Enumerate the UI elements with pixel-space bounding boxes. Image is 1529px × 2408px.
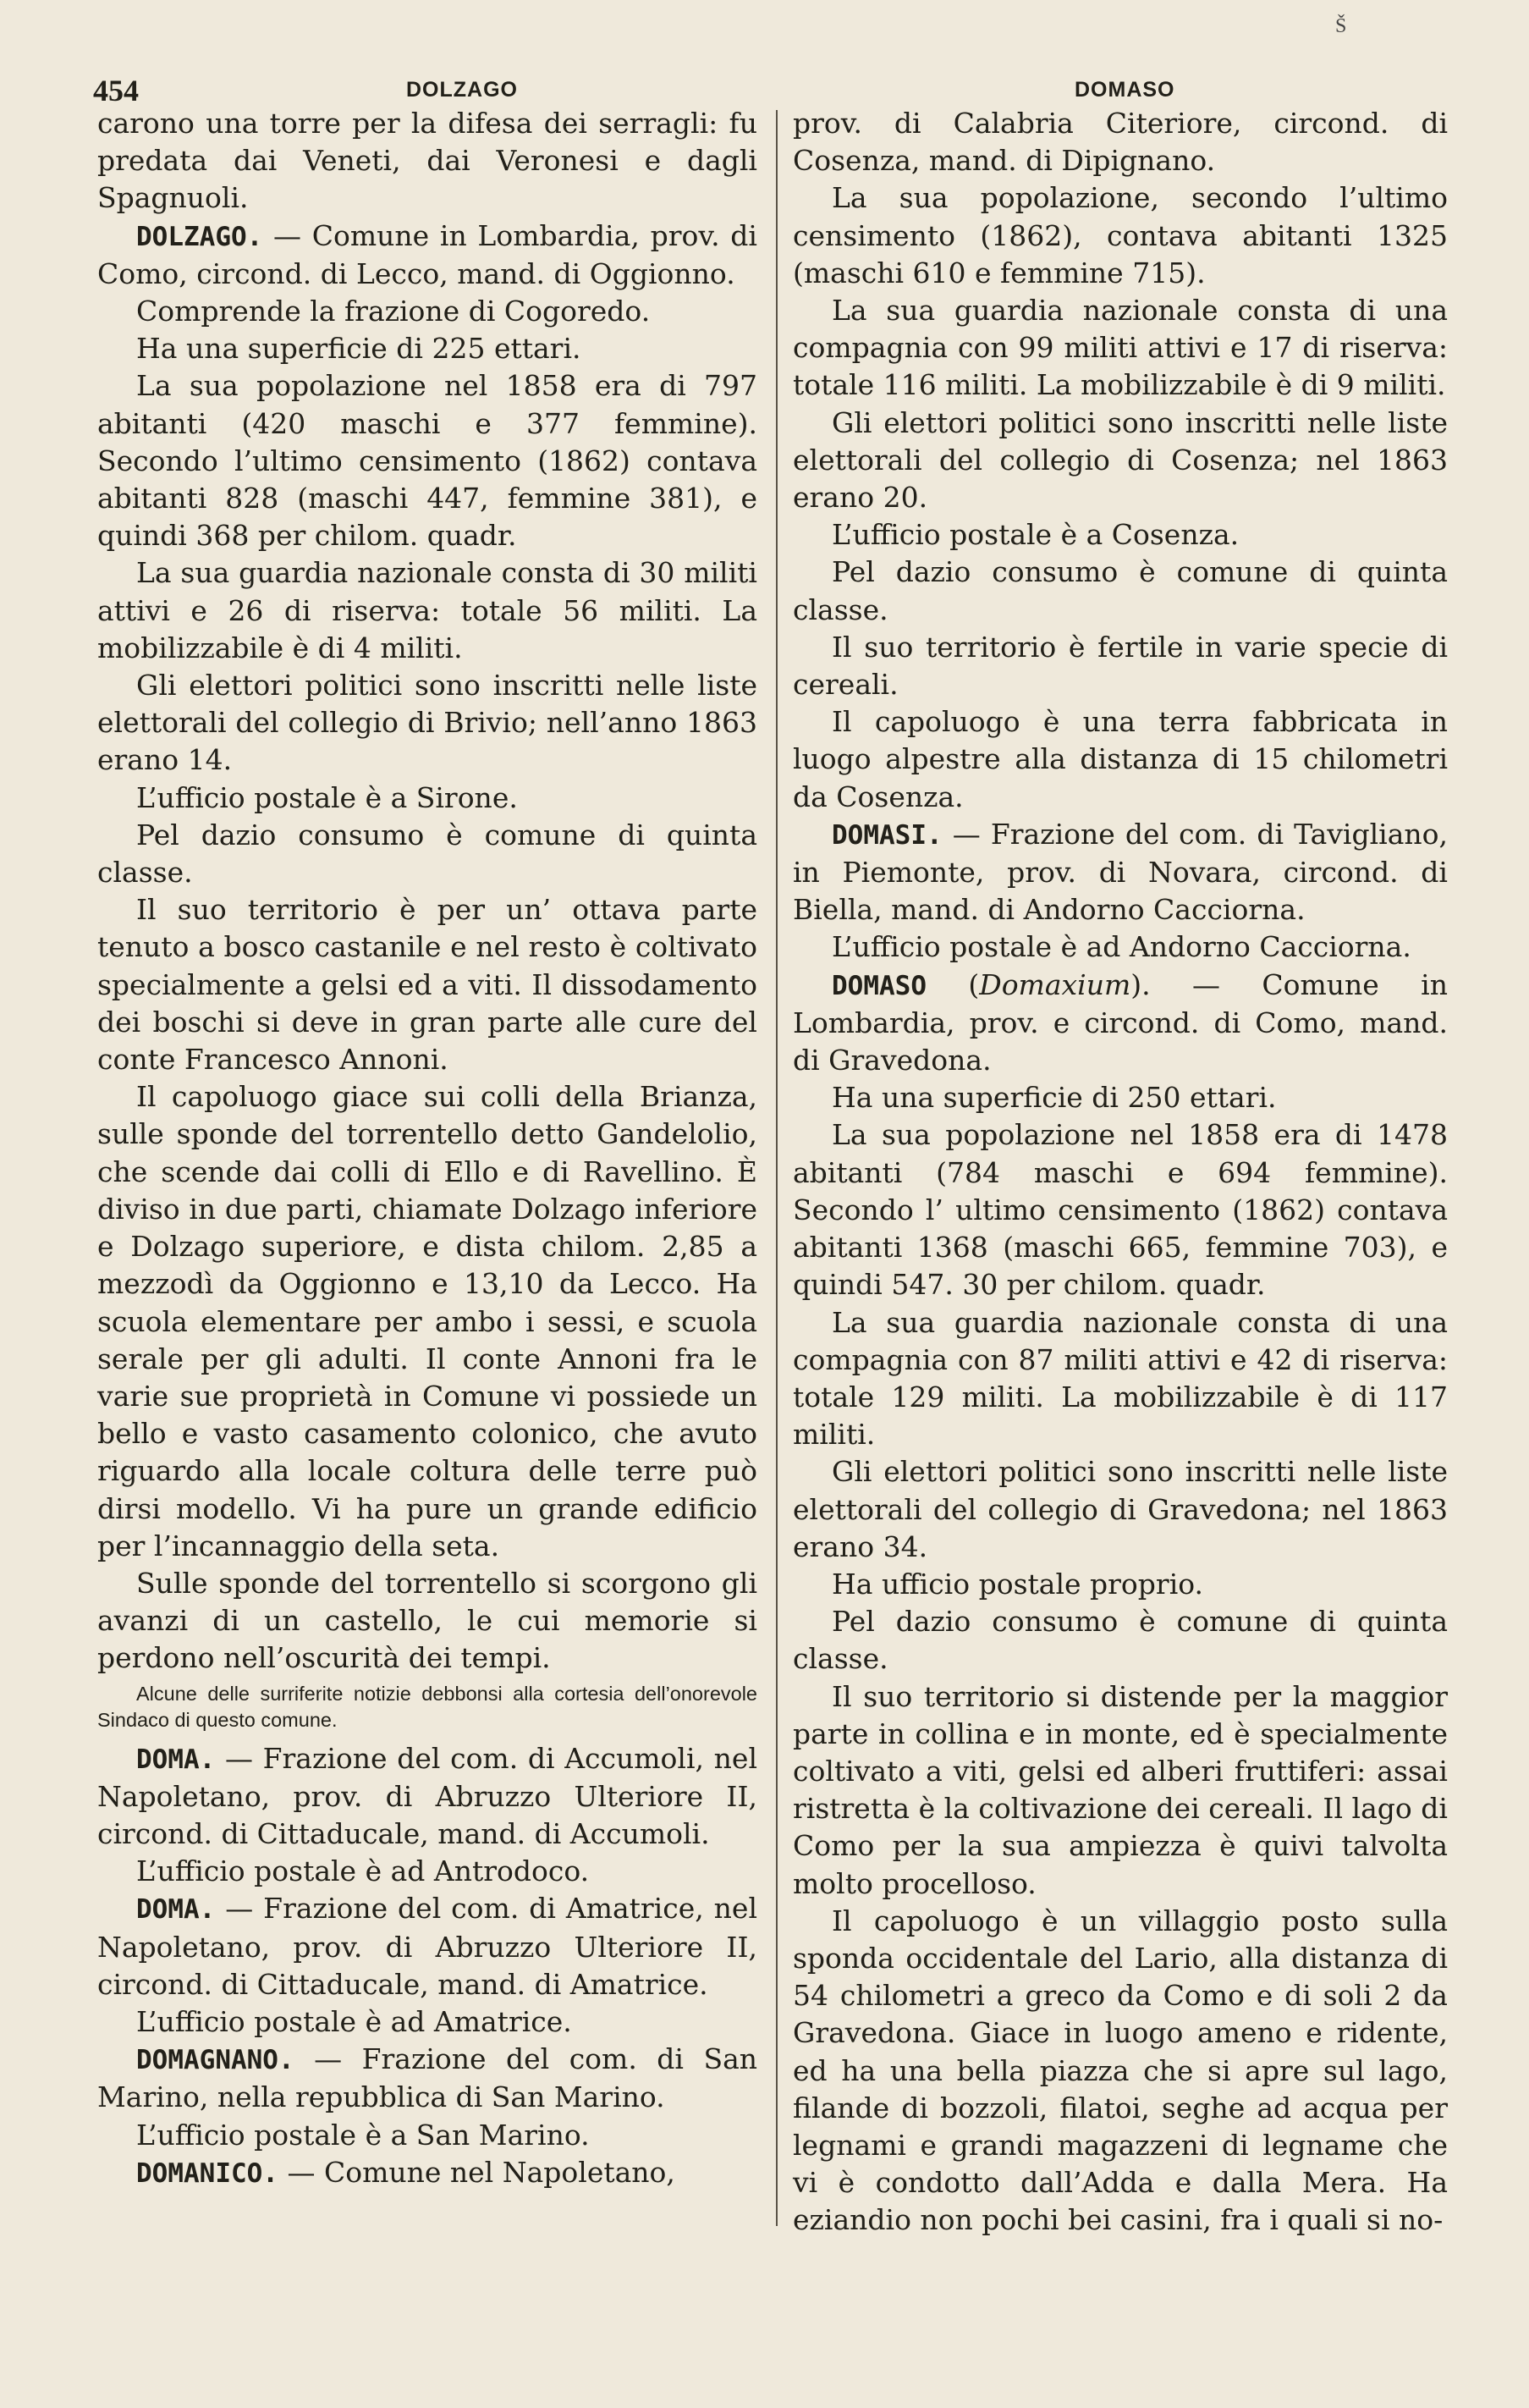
entry-dolzago — [97, 218, 757, 293]
paragraph: Pel dazio consumo è comune di quinta classe. — [793, 555, 1448, 626]
entry-heading: DOMASO — [832, 970, 927, 1001]
paragraph: L’ufficio postale è ad Andorno Cacciorna. — [832, 930, 1411, 964]
paragraph: L’ufficio postale è a Cosenza. — [832, 518, 1240, 552]
entry-text: — Frazione del com. di San Marino, nella repubblica di San Marino. — [97, 2042, 757, 2114]
running-head-right: DOMASO — [1075, 78, 1175, 102]
entry-domanico — [97, 2154, 757, 2192]
entry-heading: DOLZAGO. — [136, 221, 263, 252]
paragraph: La sua popolazione nel 1858 era di 1478 abitanti (784 maschi e 694 femmine). Secondo l’ ultimo censimento (1862) contava abitanti 1368 (maschi 665, femmine 703), e quindi 547. 30 per chilom. quadr. — [793, 1118, 1448, 1302]
entry-domagnano — [97, 2041, 757, 2116]
paragraph: Ha una superficie di 250 ettari. — [832, 1081, 1277, 1115]
paragraph: carono una torre per la difesa dei serragli: fu predata dai Veneti, dai Veronesi e dagli Spagnuoli. — [97, 107, 757, 215]
paragraph: Ha una superficie di 225 ettari. — [136, 332, 581, 366]
entry-heading: DOMA. — [136, 1894, 216, 1926]
entry-text: — Frazione del com. di Amatrice, nel Napoletano, prov. di Abruzzo Ulteriore II, circond. di Cittaducale, mand. di Amatrice. — [97, 1892, 757, 2001]
entry-text: — Frazione del com. di Tavigliano, in Piemonte, prov. di Novara, circond. di Biella, mand. di Andorno Cacciorna. — [793, 817, 1448, 927]
paragraph: Comprende la frazione di Cogoredo. — [136, 295, 651, 328]
page-number: 454 — [93, 74, 139, 107]
running-head-left: DOLZAGO — [406, 78, 518, 102]
entry-heading: DOMAGNANO. — [136, 2045, 294, 2076]
paragraph: prov. di Calabria Citeriore, circond. di Cosenza, mand. di Dipignano. — [793, 107, 1448, 178]
entry-text: — Comune nel Napoletano, — [278, 2155, 675, 2189]
paragraph: Il suo territorio si distende per la maggior parte in collina e in monte, ed è specialmente coltivato a viti, gelsi ed alberi fruttiferi: assai ristretta è la coltivazione dei cereali. Il lago di Como per la sua ampiezza è quivi talvolta molto procelloso. — [793, 1679, 1448, 1900]
paragraph: La sua popolazione nel 1858 era di 797 abitanti (420 maschi e 377 femmine). Secondo l’ultimo censimento (1862) contava abitanti 828 (maschi 447, femmine 381), e quindi 368 per chilom. quadr. — [97, 369, 757, 553]
paragraph: Pel dazio consumo è comune di quinta classe. — [793, 1605, 1448, 1676]
paragraph: L’ufficio postale è a Sirone. — [136, 780, 518, 814]
entry-doma-amatrice — [97, 1890, 757, 2003]
paragraph: Gli elettori politici sono inscritti nelle liste elettorali del collegio di Brivio; nell’anno 1863 erano 14. — [97, 669, 757, 777]
entry-text: — Frazione del com. di Accumoli, nel Napoletano, prov. di Abruzzo Ulteriore II, circond. di Cittaducale, mand. di Accumoli. — [97, 1741, 757, 1850]
paragraph: Gli elettori politici sono inscritti nelle liste elettorali del collegio di Gravedona; nel 1863 erano 34. — [793, 1455, 1448, 1563]
paragraph: Il capoluogo è un villaggio posto sulla sponda occidentale del Lario, alla distanza di 54 chilometri a greco da Como e di soli 2 da Gravedona. Giace in luogo ameno e ridente, ed ha una bella piazza che si apre sul lago, filande di bozzoli, filatoi, seghe ad acqua per legnami e grandi magazzeni di legname che vi è condotto dall’Adda e dalla Mera. Ha eziandio non pochi bei casini, fra i quali si no- — [793, 1904, 1448, 2237]
corner-mark: Š — [1335, 15, 1347, 37]
paragraph: La sua popolazione, secondo l’ultimo censimento (1862), contava abitanti 1325 (maschi 610 e femmine 715). — [793, 181, 1448, 289]
paragraph: Il capoluogo è una terra fabbricata in luogo alpestre alla distanza di 15 chilometri da Cosenza. — [793, 705, 1448, 813]
paragraph: Ha ufficio postale proprio. — [832, 1567, 1204, 1601]
paragraph: La sua guardia nazionale consta di una compagnia con 99 militi attivi e 17 di riserva: totale 116 militi. La mobilizzabile è di 9 militi. — [793, 294, 1448, 402]
entry-text: — Comune in Lombardia, prov. e circond. di Como, mand. di Gravedona. — [793, 967, 1448, 1077]
paragraph: L’ufficio postale è ad Antrodoco. — [136, 1854, 590, 1888]
paragraph: Il capoluogo giace sui colli della Brianza, sulle sponde del torrentello detto Gandelolio, che scende dai colli di Ello e di Ravellino. È diviso in due parti, chiamate Dolzago inferiore e Dolzago superiore, e dista chilom. 2,85 a mezzodì da Oggionno e 13,10 da Lecco. Ha scuola elementare per ambo i sessi, e scuola serale per gli adulti. Il conte Annoni fra le varie sue proprietà in Comune vi possiede un bello e vasto casamento colonico, che avuto riguardo alla locale coltura delle terre può dirsi modello. Vi ha pure un grande edificio per l’incannaggio della seta. — [97, 1080, 757, 1562]
paragraph: Gli elettori politici sono inscritti nelle liste elettorali del collegio di Cosenza; nel 1863 erano 20. — [793, 405, 1448, 515]
paragraph: Sulle sponde del torrentello si scorgono gli avanzi di un castello, le cui memorie si perdono nell’oscurità dei tempi. — [97, 1566, 757, 1675]
paragraph: La sua guardia nazionale consta di una compagnia con 87 militi attivi e 42 di riserva: totale 129 militi. La mobilizzabile è di 117 militi. — [793, 1305, 1448, 1452]
column-divider — [776, 110, 778, 2226]
entry-heading: DOMA. — [136, 1744, 216, 1775]
paragraph: Il suo territorio è fertile in varie specie di cereali. — [793, 630, 1448, 702]
entry-domaso: DOMASO (Domaxium). — Comune in Lombardia, prov. e circond. di Como, mand. di Gravedona. — [793, 967, 1448, 1077]
entry-text: — Comune in Lombardia, prov. di Como, circond. di Lecco, mand. di Oggionno. — [97, 218, 757, 290]
entry-heading: DOMASI. — [832, 819, 943, 851]
paragraph: La sua guardia nazionale consta di 30 militi attivi e 26 di riserva: totale 56 militi. La mobilizzabile è di 4 militi. — [97, 556, 757, 664]
entry-heading: DOMANICO. — [136, 2157, 278, 2189]
paragraph: L’ufficio postale è a San Marino. — [136, 2118, 590, 2152]
entry-doma-accumoli — [97, 1740, 757, 1854]
paragraph: Il suo territorio è per un’ ottava parte tenuto a bosco castanile e nel resto è coltivato specialmente a gelsi ed a viti. Il dissodamento dei boschi si deve in gran parte alle cure del conte Francesco Annoni. — [97, 893, 757, 1077]
latin-name: Domaxium — [979, 967, 1131, 1001]
right-column — [793, 105, 1448, 2240]
paragraph: L’ufficio postale è ad Amatrice. — [136, 2004, 572, 2038]
paragraph: Pel dazio consumo è comune di quinta classe. — [97, 818, 757, 890]
footnote: Alcune delle surriferite notizie debbonsi alla cortesia dell’onorevole Sindaco di questo comune. — [97, 1682, 757, 1731]
left-column — [97, 105, 757, 2192]
entry-domasi — [793, 816, 1448, 929]
